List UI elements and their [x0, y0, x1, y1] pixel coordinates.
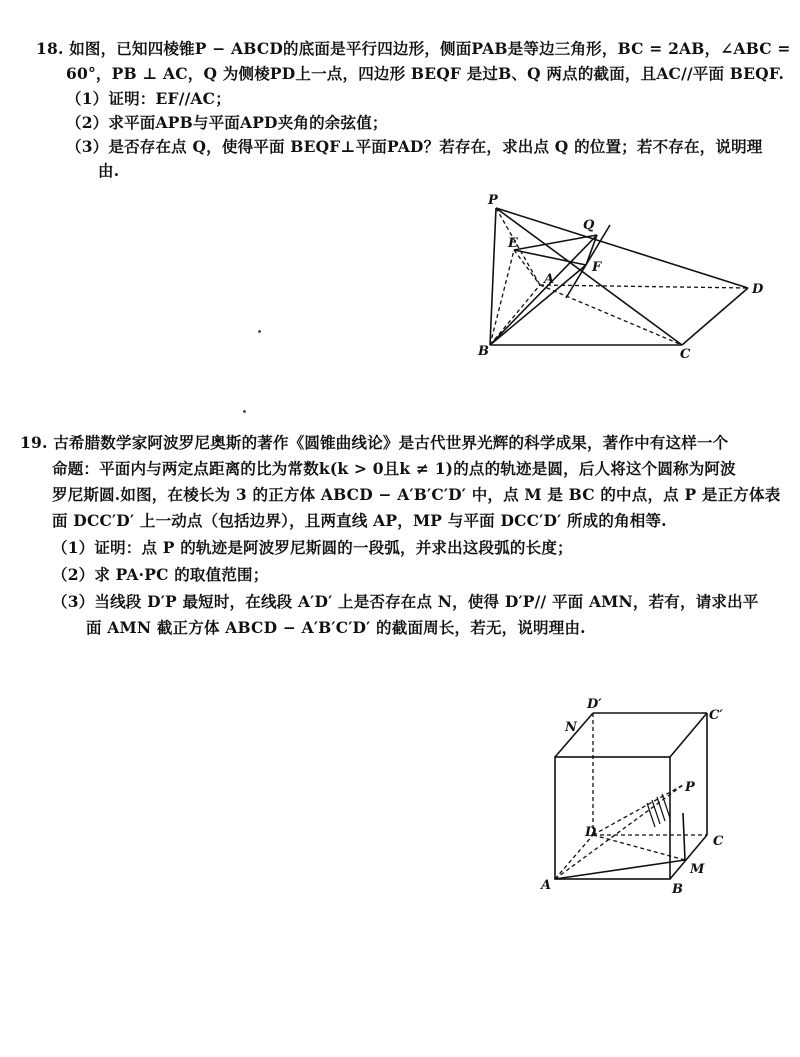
- label-E: E: [508, 236, 518, 251]
- edge-PD: [496, 208, 748, 288]
- problem-18-stem-line-2: 60°，PB ⊥ AC，Q 为侧棱PD上一点，四边形 BEQF 是过B、Q 两点的截面，且AC//平面 BEQF.: [66, 64, 785, 83]
- problem-18-question-1: （1）证明：EF//AC；: [66, 89, 231, 108]
- pyramid-diagram: [470, 190, 770, 360]
- label-D: D: [585, 825, 597, 840]
- problem-19-question-2: （2）求 PA·PC 的取值范围；: [52, 565, 269, 584]
- label-A: A: [544, 272, 555, 287]
- problem-18-question-3-line-2: 由.: [98, 161, 120, 180]
- line-DM-hidden: [593, 835, 685, 860]
- front-face: [555, 757, 670, 879]
- label-A: A: [541, 878, 552, 893]
- problem-18-question-3-line-1: （3）是否存在点 Q，使得平面 BEQF⊥平面PAD？若存在，求出点 Q 的位置；若不存在，说明理: [66, 137, 763, 156]
- line-BF: [490, 265, 586, 345]
- label-F: F: [592, 260, 602, 275]
- label-M: M: [690, 862, 705, 877]
- label-B: B: [672, 882, 683, 897]
- problem-18-stem-line-1: [36, 37, 791, 59]
- label-P: P: [488, 193, 498, 208]
- problem-19-line-3: 罗尼斯圆.如图，在棱长为 3 的正方体 ABCD − A′B′C′D′ 中，点 M 是 BC 的中点，点 P 是正方体表: [52, 485, 781, 504]
- pyramid-figure: [470, 190, 770, 360]
- cube-diagram: [535, 695, 755, 905]
- problem-18-question-2: （2）求平面APB与平面APD夹角的余弦值；: [66, 113, 388, 132]
- problem-18-stem-text-1: 如图，已知四棱锥P − ABCD的底面是平行四边形，侧面PAB是等边三角形，BC = 2AB，∠ABC =: [69, 39, 791, 58]
- edge-B1C1: [670, 713, 707, 757]
- label-C: C: [680, 347, 691, 360]
- arc-hatching: [647, 794, 670, 827]
- problem-19-question-3-line-1: （3）当线段 D′P 最短时，在线段 A′D′ 上是否存在点 N，使得 D′P// 平面 AMN，若有，请求出平: [52, 592, 759, 611]
- line-BQ: [490, 235, 597, 345]
- problem-19-line-4: 面 DCC′D′ 上一动点（包括边界），且两直线 AP，MP 与平面 DCC′D′ 所成的角相等.: [52, 511, 667, 530]
- edge-CD: [682, 288, 748, 345]
- problem-18-number: 18.: [36, 39, 64, 58]
- edge-AD-hidden: [540, 285, 748, 288]
- edge-AD-hidden: [555, 835, 593, 879]
- label-D1: D′: [587, 697, 602, 712]
- label-D: D: [752, 282, 764, 297]
- speck: [243, 410, 246, 413]
- line-MP: [683, 813, 685, 860]
- problem-19-number: 19.: [20, 433, 48, 452]
- problem-19-line-2: 命题：平面内与两定点距离的比为常数k(k > 0且k ≠ 1)的点的轨迹是圆，后人将这个圆称为阿波: [52, 459, 736, 478]
- problem-19-text-1: 古希腊数学家阿波罗尼奥斯的著作《圆锥曲线论》是古代世界光辉的科学成果，著作中有这样一个: [53, 433, 729, 452]
- edge-AC-hidden: [540, 285, 682, 345]
- problem-19-line-1: [20, 431, 728, 453]
- problem-19-question-3-line-2: 面 AMN 截正方体 ABCD − A′B′C′D′ 的截面周长，若无，说明理由.: [86, 618, 586, 637]
- label-P: P: [685, 780, 695, 795]
- label-N: N: [565, 720, 577, 735]
- problem-19-question-1: （1）证明：点 P 的轨迹是阿波罗尼斯圆的一段弧，并求出这段弧的长度；: [52, 538, 573, 557]
- label-B: B: [478, 344, 489, 359]
- label-C: C: [713, 834, 724, 849]
- label-C1: C′: [709, 708, 723, 723]
- line-AM: [555, 860, 685, 879]
- cube-figure: [535, 695, 755, 905]
- label-Q: Q: [583, 218, 595, 233]
- speck: [258, 330, 261, 333]
